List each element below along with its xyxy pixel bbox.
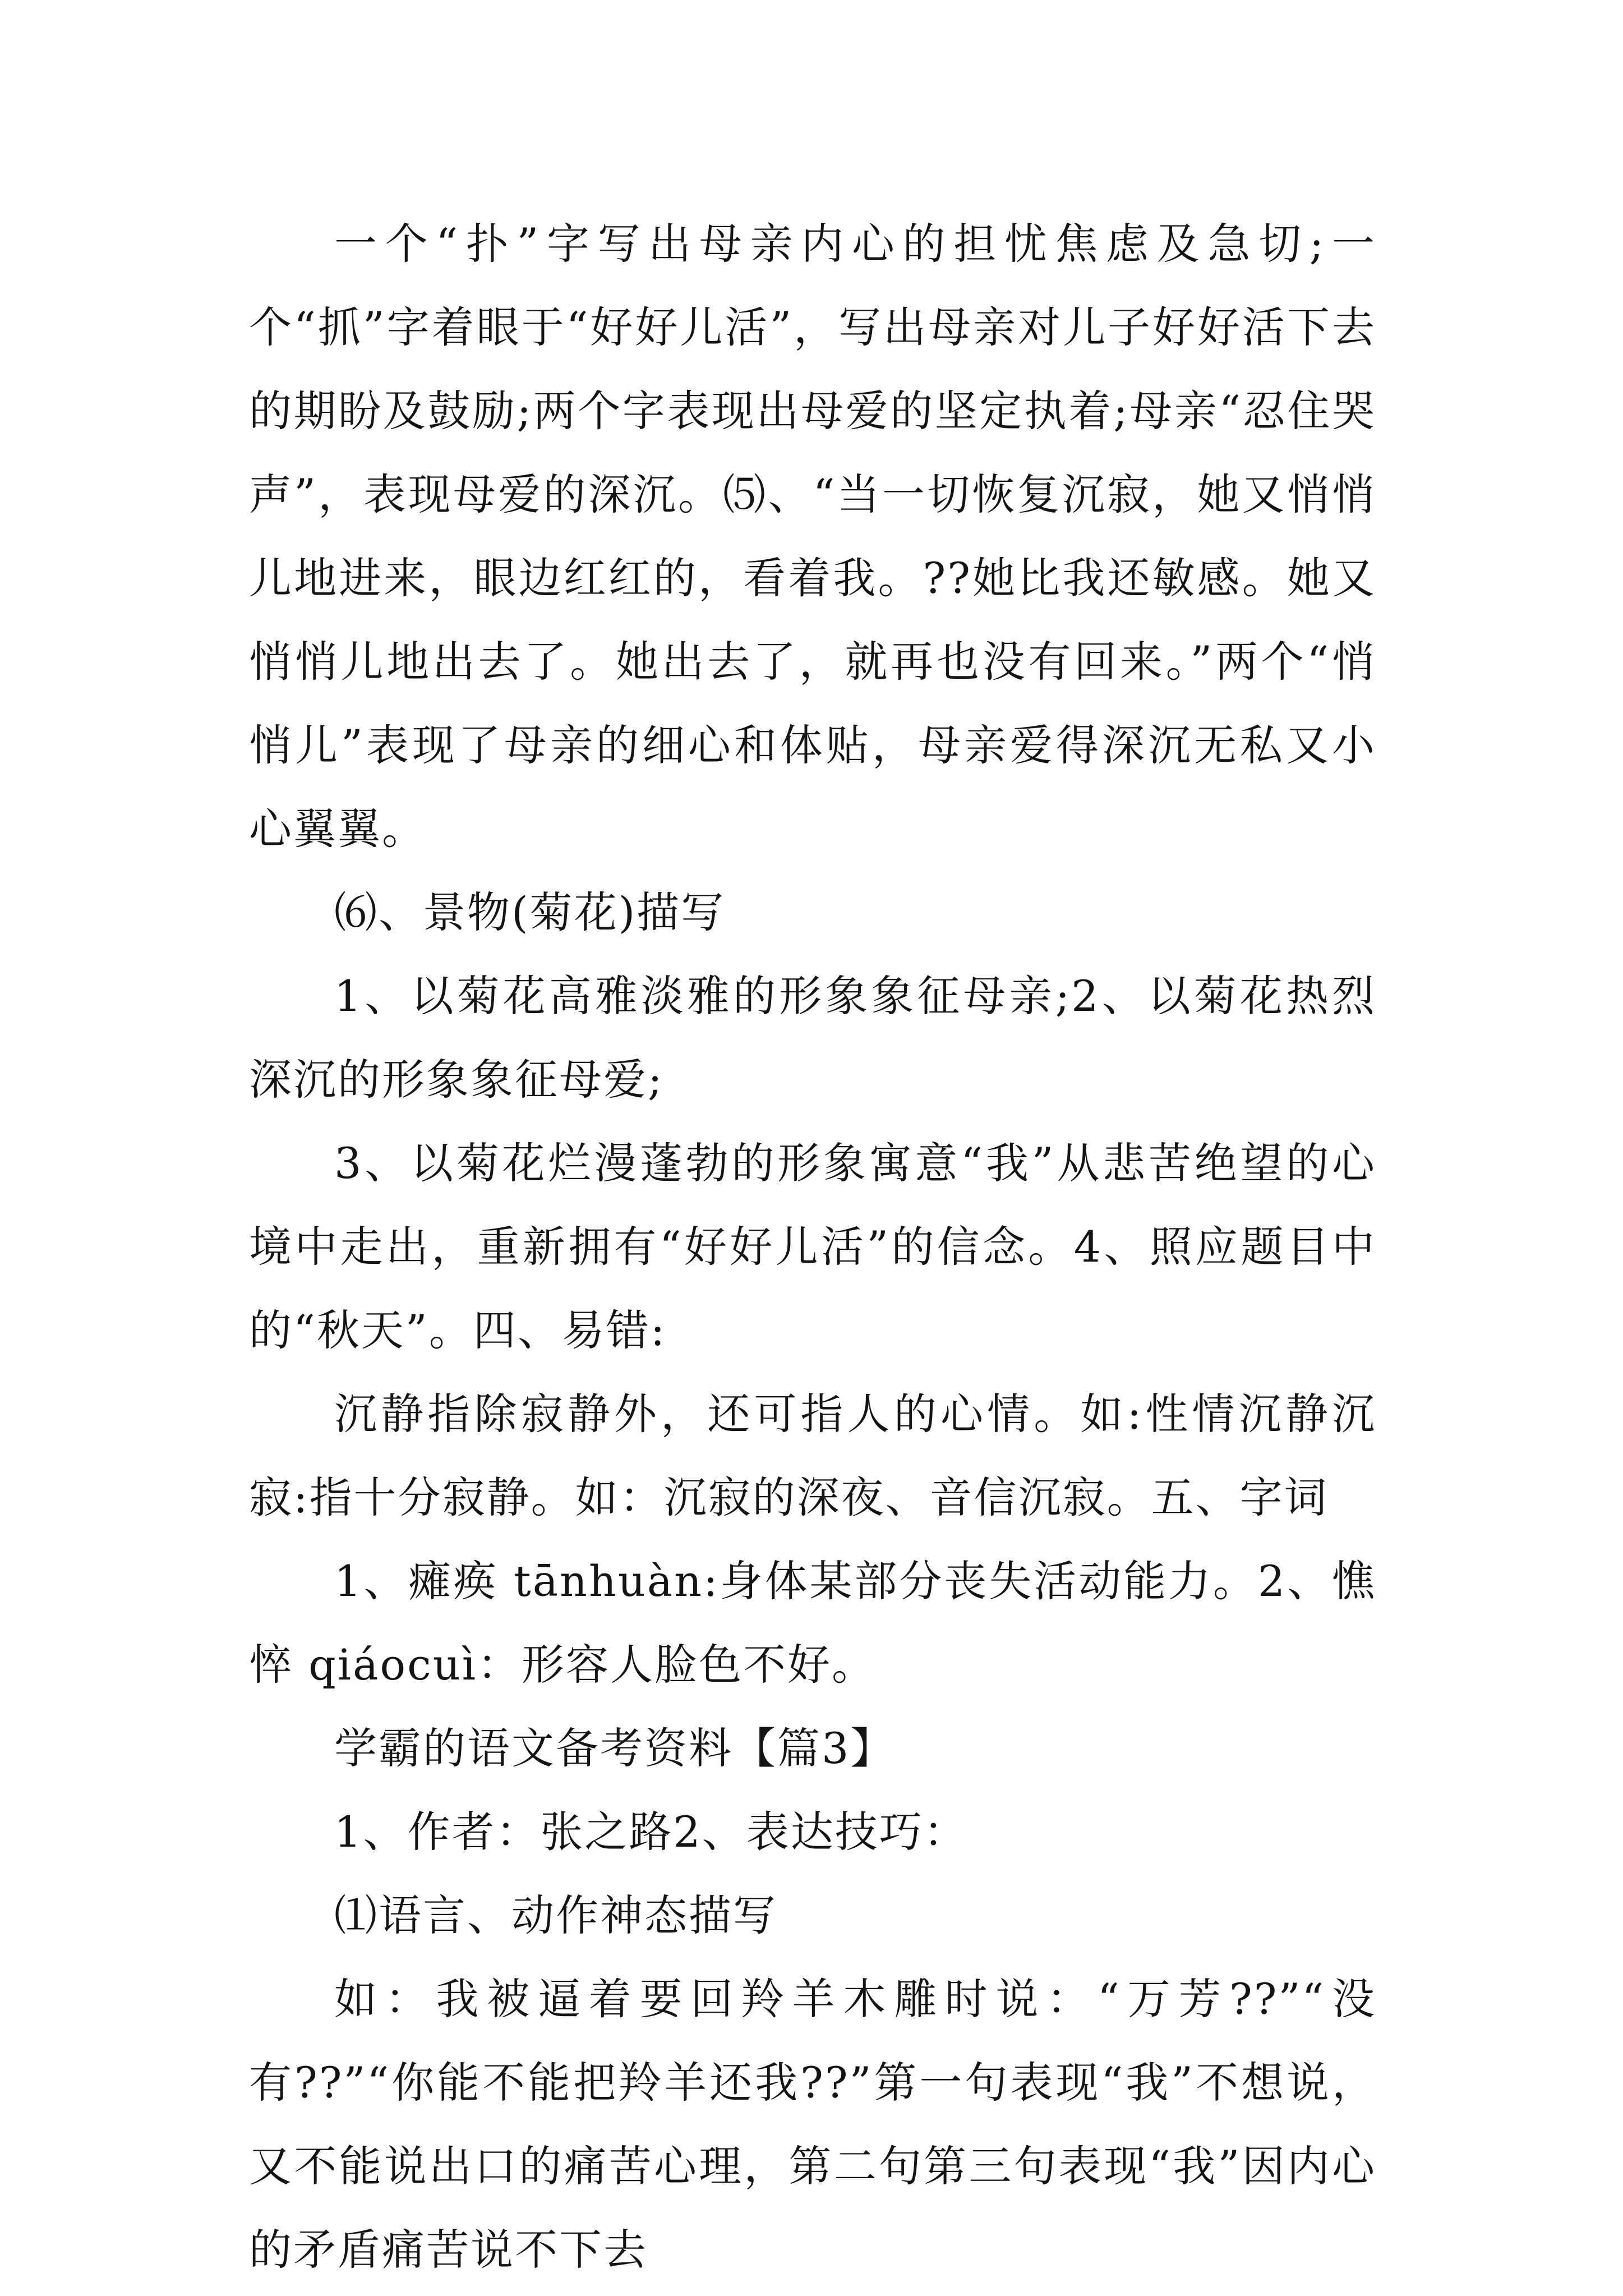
paragraph-author-techniques: 1、作者：张之路2、表达技巧：: [334, 1807, 968, 1857]
section-title-part-3: 学霸的语文备考资料【篇3】: [334, 1723, 895, 1773]
paragraph-mother-love-analysis: 一个“扑”字写出母亲内心的担忧焦虑及急切;一个“抓”字着眼于“好好儿活”，写出母亲对儿子好好活下去的期盼及鼓励;两个字表现出母爱的坚定执着;母亲“忍住哭声”，表现母爱的深沉。⑸、“当一切恢复沉寂，她又悄悄儿地进来，眼边红红的，看着我。??她比我还敏感。她又悄悄儿地出去了。她出去了，就再也没有回来。”两个“悄悄儿”表现了母亲的细心和体贴，母亲爱得深沉无私又小心翼翼。: [249, 219, 1376, 854]
paragraph-chrysanthemum-meaning: 3、以菊花烂漫蓬勃的形象寓意“我”从悲苦绝望的心境中走出，重新拥有“好好儿活”的信念。4、照应题目中的“秋天”。四、易错:: [249, 1138, 1376, 1355]
paragraph-description-heading: ⑴语言、动作神态描写: [334, 1890, 777, 1940]
paragraph-dialogue-example: 如：我被逼着要回羚羊木雕时说：“万芳??”“没有??”“你能不能把羚羊还我??”第一句表现“我”不想说，又不能说出口的痛苦心理，第二句第三句表现“我”因内心的矛盾痛苦说不下去: [249, 1974, 1376, 2275]
paragraph-error-prone-words: 沉静指除寂静外，还可指人的心情。如:性情沉静沉寂:指十分寂静。如：沉寂的深夜、音信沉寂。五、字词: [249, 1389, 1376, 1522]
paragraph-chrysanthemum-symbol: 1、以菊花高雅淡雅的形象象征母亲;2、以菊花热烈深沉的形象象征母爱;: [249, 971, 1376, 1105]
paragraph-scenery-heading: ⑹、景物(菊花)描写: [334, 887, 726, 937]
document-body: [249, 202, 1376, 2292]
paragraph-vocabulary: 1、瘫痪 tānhuàn:身体某部分丧失活动能力。2、憔悴 qiáocuì：形容人脸色不好。: [249, 1556, 1376, 1690]
